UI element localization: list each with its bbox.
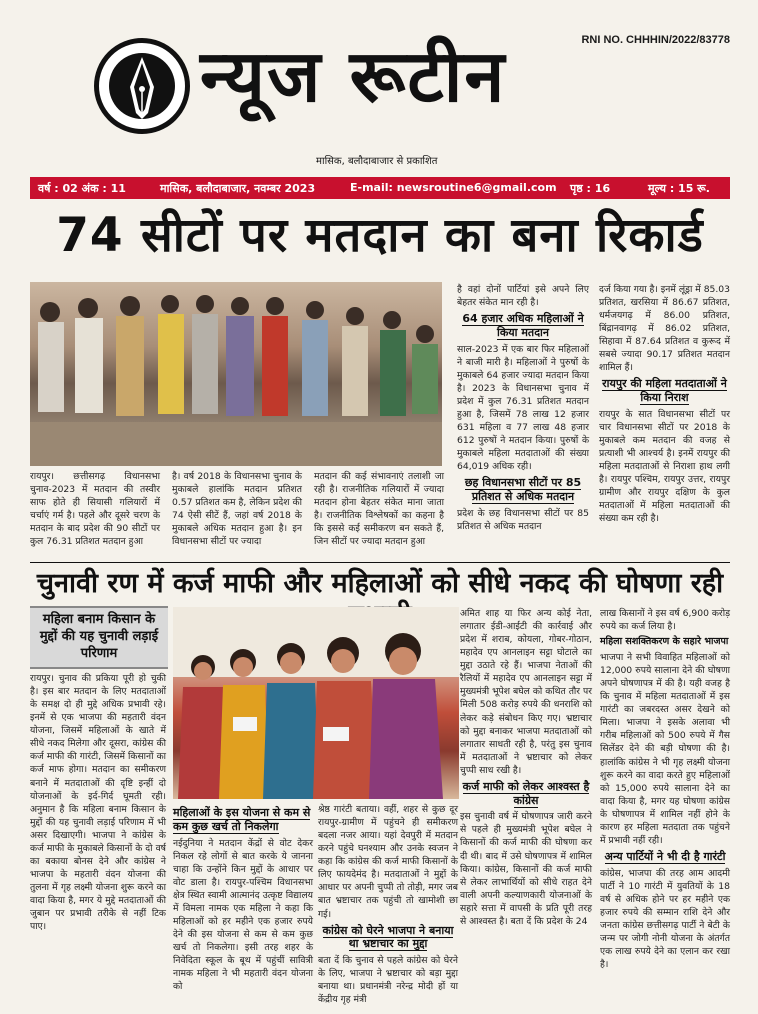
story2-col5-bottom: कांग्रेस, भाजपा की तरह आम आदमी पार्टी ने 10 गारंटी में युवतियों के 18 वर्ष से अधिक होने पर हर महीने एक हजार रुपये की सम्मान राशि देने और जनता कांग्रेस छत्तीसगढ़ पार्टी ने बेटी के जन्म पर जोगी नोनी योजना के अंतर्गत एक लाख रुपये देने का एलान कर रखा है। bbox=[600, 867, 730, 971]
subheading-raipur-women: रायपुर की महिला मतदाताओं ने किया निराश bbox=[602, 377, 727, 405]
info-bar bbox=[30, 177, 730, 199]
rni-number: RNI NO. CHHHIN/2022/83778 bbox=[581, 34, 730, 46]
story2-col3-top: श्रेष्ठ गारंटी बताया। वहीं, शहर से कुछ दूर रायपुर-ग्रामीण में पहुंचने ही समीकरण बदला नजर आया। यहां देवपुरी में मतदान करने पहुंचे घनश्याम और उनके स्वजन ने कहा कि कांग्रेस की कर्ज माफी किसानों के लिए फायदेमंद है। मतदाताओं ने मुद्दों के आधार पर अपनी चुप्पी तो तोड़ी, मगर जब बात भ्रष्टाचार तक पहुंची तो खामोशी छा गई। bbox=[318, 804, 458, 920]
page-count: पृष्ठ : 16 bbox=[570, 182, 611, 195]
story2-col5-mid: भाजपा ने सभी विवाहित महिलाओं को 12,000 रुपये सालाना देने की घोषणा अपने घोषणापत्र में की है। यही वजह है कि चुनाव में महिला मतदाताओं में इस गारंटी का जबरदस्त असर देखने को मिला। भाजपा ने इसके अलावा भी गरीब महिलाओं को 500 रुपये में गैस सिलेंडर देने की बड़ी घोषणा की है। हालांकि कांग्रेस ने भी गृह लक्ष्मी योजना शुरू करने का वादा करते हुए महिलाओं को 15,000 रुपये सालाना देने का वादा किया है, मगर यह घोषणा कांग्रेस के घोषणापत्र में शामिल नहीं होने के कारण हर महिला मतदाता तक पहुंचने में प्रभावी नहीं रही। bbox=[600, 652, 730, 846]
story1-col1: रायपुर। छत्तीसगढ़ विधानसभा चुनाव-2023 में मतदान की तस्वीर साफ होते ही सियासी गलियारों में चर्चाएं गर्म है। पहले और दूसरे चरण के मतदान के बाद प्रदेश की 90 सीटों पर कुल 76.31 प्रतिशत मतदान हुआ bbox=[30, 471, 160, 548]
story2-col1: रायपुर। चुनाव की प्रकिया पूरी हो चुकी है। इस बार मतदान के लिए मतदाताओं के समक्ष दो ही मुद्दे अधिक प्रभावी रहे। इनमें से एक भाजपा की महतारी वंदन योजना, जिसमें महिलाओं के खाते में सीधे नकद मिलेगा और दूसरा, कांग्रेस की कर्ज माफी की गारंटी, जिसमें किसानों का कर्ज माफ होगा। मतदान का समीकरण बनाने में मतदाताओं की दृष्टि इन्हीं दो योजनाओं के इर्द-गिर्द घूमती रही। अनुमान है कि महिला बनाम किसान के मुद्दों की यह चुनावी लड़ाई परिणाम में भी असर दिखाएगी। भाजपा ने कांग्रेस के कर्ज माफी के मुकाबले किसानों के दो वर्ष का बकाया बोनस देने और कांग्रेस ने भाजपा के महतारी वंदन योजना की तुलना में गृह लक्ष्मी योजना शुरू करने का वादा किया है, मगर ये मुद्दे मतदाताओं की जुबान पर प्रभावी तरीके से नहीं टिक पाए। bbox=[30, 673, 166, 933]
story2-col2-text: नईदुनिया ने मतदान केंद्रों से वोट देकर निकल रहे लोगों से बात करके ये जानना चाहा कि उन्होंने किन मुद्दों के आधार पर वोट डाला है। रायपुर-पश्चिम विधानसभा क्षेत्र स्थित स्वामी आत्मानंद उत्कृष्ट विद्यालय में विमला नामक एक महिला ने कहा कि महिलाओं को हर महीने एक हजार रुपये देने की इस योजना से कम से कम कुछ खर्च तो निकलेगा। इसी तरह शहर के निवेदिता स्कूल के बूथ में पहुंचीं सावित्री नामक महिला ने भी महतारी वंदन योजना को bbox=[173, 837, 313, 993]
edition-date: मासिक, बलौदाबाजार, नवम्बर 2023 bbox=[160, 182, 316, 195]
subheading-loan-waiver: कर्ज माफी को लेकर आश्वस्त है कांग्रेस bbox=[462, 779, 590, 807]
voters-queue-photo bbox=[30, 282, 442, 466]
story1-col4-mid: साल-2023 में एक बार फिर महिलाओं ने बाजी मारी है। महिलाओं ने पुरुषों के मुकाबले 64 हजार ज्यादा मतदान किया है। 2023 के विधानसभा चुनाव में प्रदेश में कुल 76.31 प्रतिशत मतदान हुआ है, जिसमें 78 लाख 12 हजार 631 महिला व 77 लाख 48 हजार 612 पुरुषों ने मतदान किया। पुरुषों के मुकाबले महिला मतदाताओं की संख्या 64,019 अधिक रही। bbox=[457, 343, 589, 473]
pen-nib-logo-icon bbox=[94, 38, 190, 134]
story1-col3: मतदान की कई संभावनाएं तलाशी जा रही है। राजनीतिक गलियारों में ज्यादा मतदान होना बेहतर संकेत माना जाता है। राजनीतिक विश्लेषकों का कहना है कि इससे कई समीकरण बन सकते हैं, जिन सीटों पर ज्यादा मतदान हुआ bbox=[314, 471, 444, 548]
story1-col4-bottom: प्रदेश के छह विधानसभा सीटों पर 85 प्रतिशत से अधिक मतदान bbox=[457, 507, 589, 532]
story2-col5-top: लाख किसानों ने इस वर्ष 6,900 करोड़ रुपये का कर्ज लिया है। bbox=[600, 608, 730, 633]
story1-col2: है। वर्ष 2018 के विधानसभा चुनाव के मुकाबले हालांकि मतदान प्रतिशत 0.57 प्रतिशत कम है, लेकिन प्रदेश की 74 ऐसी सीटें हैं, जहां वर्ष 2018 के मुकाबले अधिक मतदान हुआ है। इन विधानसभा सीटों पर ज्यादा bbox=[172, 471, 302, 548]
subheading-corruption-issue: कांग्रेस को घेरने भाजपा ने बनाया था भ्रष्टाचार का मुद्दा bbox=[322, 923, 454, 951]
story2-col2 bbox=[173, 803, 313, 995]
women-voters-photo bbox=[173, 607, 459, 799]
price: मूल्य : 15 रू. bbox=[648, 182, 710, 195]
story2-col4 bbox=[460, 607, 592, 930]
story2-col3-bottom: बता दें कि चुनाव से पहले कांग्रेस को घेरने के लिए, भाजपा ने भ्रष्टाचार को बड़ा मुद्दा बनाया था। प्रधानमंत्री नरेन्द्र मोदी हों या केंद्रीय गृह मंत्री bbox=[318, 955, 458, 1006]
story2-col4-top: अमित शाह या फिर अन्य कोई नेता, लगातार ईडी-आईटी की कार्रवाई और प्रदेश में शराब, कोयला, गोबर-गोठान, महादेव एप आनलाइन सट्टा घोटाले का मुद्दा उठाते रहे हैं। भाजपा नेताओं की रैलियों में महादेव एप आनलाइन सट्टा में मुख्यमंत्री भूपेश बघेल को कथित तौर पर मिली 508 करोड़ रुपये की धनराशि को लेकर कड़े संबोधन किए गए। भ्रष्टाचार को मुद्दा बनाकर भाजपा मतदाताओं को लगातार साधती रही है, परंतु इस चुनाव में मतदाताओं ने भ्रष्टाचार को लेकर चुप्पी साध रखी है। bbox=[460, 608, 592, 776]
subheading-women-voters: 64 हजार अधिक महिलाओं ने किया मतदान bbox=[462, 312, 584, 339]
subheading-scheme-expense: महिलाओं के इस योजना से कम से कम कुछ खर्च तो निकलेगा bbox=[173, 806, 311, 833]
story1-col4-top: है वहां दोनों पार्टियां इसे अपने लिए बेहतर संकेत मान रही है। bbox=[457, 284, 589, 309]
subheading-women-empowerment: महिला सशक्तिकरण के सहारे भाजपा bbox=[600, 636, 729, 648]
subheading-other-parties: अन्य पार्टियों ने भी दी है गारंटी bbox=[604, 849, 726, 863]
story1-col4 bbox=[457, 283, 589, 535]
subheading-six-seats: छह विधानसभा सीटों पर 85 प्रतिशत से अधिक मतदान bbox=[464, 476, 582, 503]
story2-box-title: महिला बनाम किसान के मुद्दों की यह चुनावी लड़ाई परिणाम bbox=[30, 606, 168, 669]
story2-col4-bottom: इस चुनावी वर्ष में घोषणापत्र जारी करने से पहले ही मुख्यमंत्री भूपेश बघेल ने किसानों की कर्ज माफी की घोषणा कर दी थी। बाद में उसे घोषणापत्र में शामिल किया। कांग्रेस, किसानों की कर्ज माफी से लेकर लाभार्थियों को सीधे राहत देने वाली अपनी कल्याणकारी योजनाओं के सहारे सत्ता में वापसी के प्रति पूरी तरह से आश्वस्त है। बता दें कि प्रदेश के 24 bbox=[460, 811, 592, 927]
pen-nib-icon bbox=[99, 43, 185, 129]
second-headline: चुनावी रण में कर्ज माफी और महिलाओं को सीधे नकद की घोषणा रही bbox=[36, 568, 724, 599]
story2-col5 bbox=[600, 607, 730, 973]
story1-col5 bbox=[599, 283, 730, 528]
story1-col5-top: दर्ज किया गया है। इनमें लूंड्रा में 85.03 प्रतिशत, खरसिया में 86.67 प्रतिशत, धर्मजयगढ़ में 86.00 प्रतिशत, बिंद्रानवागढ़ में 86.02 प्रतिशत, सिहावा में 87.64 प्रतिशत व कुरूद में सबसे ज्यादा 90.17 प्रतिशत मतदान शामिल हैं। bbox=[599, 284, 730, 374]
newspaper-title: न्यूज रूटीन bbox=[200, 34, 507, 118]
section-divider bbox=[30, 562, 730, 563]
tagline: मासिक, बलौदाबाजार से प्रकाशित bbox=[316, 156, 438, 167]
main-headline: 74 सीटों पर मतदान का बना रिकार्ड bbox=[56, 208, 704, 263]
story2-col3 bbox=[318, 803, 458, 1008]
volume-issue: वर्ष : 02 अंक : 11 bbox=[38, 182, 126, 195]
email-address[interactable]: E-mail: newsroutine6@gmail.com bbox=[350, 181, 557, 194]
story1-col5-bottom: रायपुर के सात विधानसभा सीटों पर चार विधानसभा सीटों पर 2018 के मुकाबले कम मतदान की वजह से प्रत्याशी भी आश्चर्य है। इनमें रायपुर की महिला मतदाताओं से निराशा हाथ लगी है। रायपुर पश्चिम, रायपुर उत्तर, रायपुर ग्रामीण और रायपुर दक्षिण के कुल मतदाताओं में महिला मतदाताओं की संख्या कम रही है। bbox=[599, 408, 730, 525]
